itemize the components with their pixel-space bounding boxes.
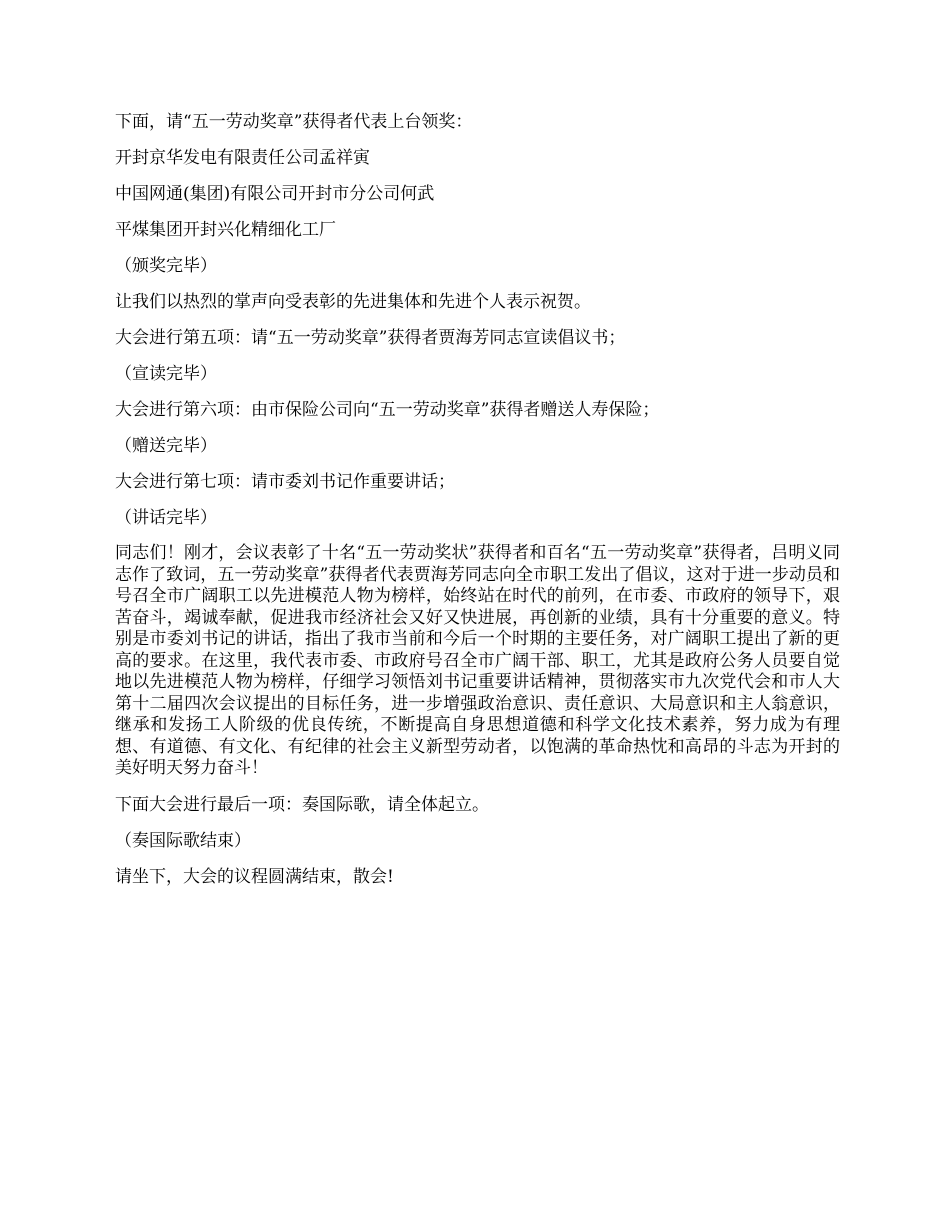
paragraph-item-six: 大会进行第六项：由市保险公司向“五一劳动奖章”获得者赠送人寿保险； [115,400,660,420]
paragraph-speech-complete: （讲话完毕） [115,508,217,528]
paragraph-awardee-3: 平煤集团开封兴化精细化工厂 [115,220,336,240]
paragraph-congratulations: 让我们以热烈的掌声向受表彰的先进集体和先进个人表示祝贺。 [115,292,591,312]
paragraph-reading-complete: （宣读完毕） [115,364,217,384]
paragraph-awardee-1: 开封京华发电有限责任公司孟祥寅 [115,148,370,168]
paragraph-closing-address: 同志们！刚才，会议表彰了十名“五一劳动奖状”获得者和百名“五一劳动奖章”获得者，吕明义同志作了致词，五一劳动奖章”获得者代表贾海芳同志向全市职工发出了倡议，这对于进一步动员和号召全市广阔职工以先进模范人物为榜样，始终站在时代的前列，在市委、市政府的领导下，艰苦奋斗，竭诚奉献，促进我市经济社会又好又快进展，再创新的业绩，具有十分重要的意义。特别是市委刘书记的讲话，指出了我市当前和今后一个时期的主要任务，对广阔职工提出了新的更高的要求。在这里，我代表市委、市政府号召全市广阔干部、职工，尤其是政府公务人员要自觉地以先进模范人物为榜样，仔细学习领悟刘书记重要讲话精神，贯彻落实市九次党代会和市人大第十二届四次会议提出的目标任务，进一步增强政治意识、责任意识、大局意识和主人翁意识，继承和发扬工人阶级的优良传统，不断提高自身思想道德和科学文化技术素养，努力成为有理想、有道德、有文化、有纪律的社会主义新型劳动者，以饱满的革命热忱和高昂的斗志为开封的美好明天努力奋斗！ [115,543,840,778]
paragraph-awardee-2: 中国网通(集团)有限公司开封市分公司何武 [115,184,435,204]
paragraph-anthem-end: （奏国际歌结束） [115,830,251,851]
paragraph-gift-complete: （赠送完毕） [115,436,217,456]
paragraph-award-intro: 下面，请“五一劳动奖章”获得者代表上台领奖： [115,112,473,132]
paragraph-item-seven: 大会进行第七项：请市委刘书记作重要讲话； [115,472,455,492]
document-body [115,111,840,902]
paragraph-adjourn: 请坐下，大会的议程圆满结束，散会! [115,866,394,887]
paragraph-final-item: 下面大会进行最后一项：奏国际歌，请全体起立。 [115,794,489,815]
paragraph-item-five: 大会进行第五项：请“五一劳动奖章”获得者贾海芳同志宣读倡议书； [115,328,626,348]
paragraph-award-complete: （颁奖完毕） [115,256,217,276]
